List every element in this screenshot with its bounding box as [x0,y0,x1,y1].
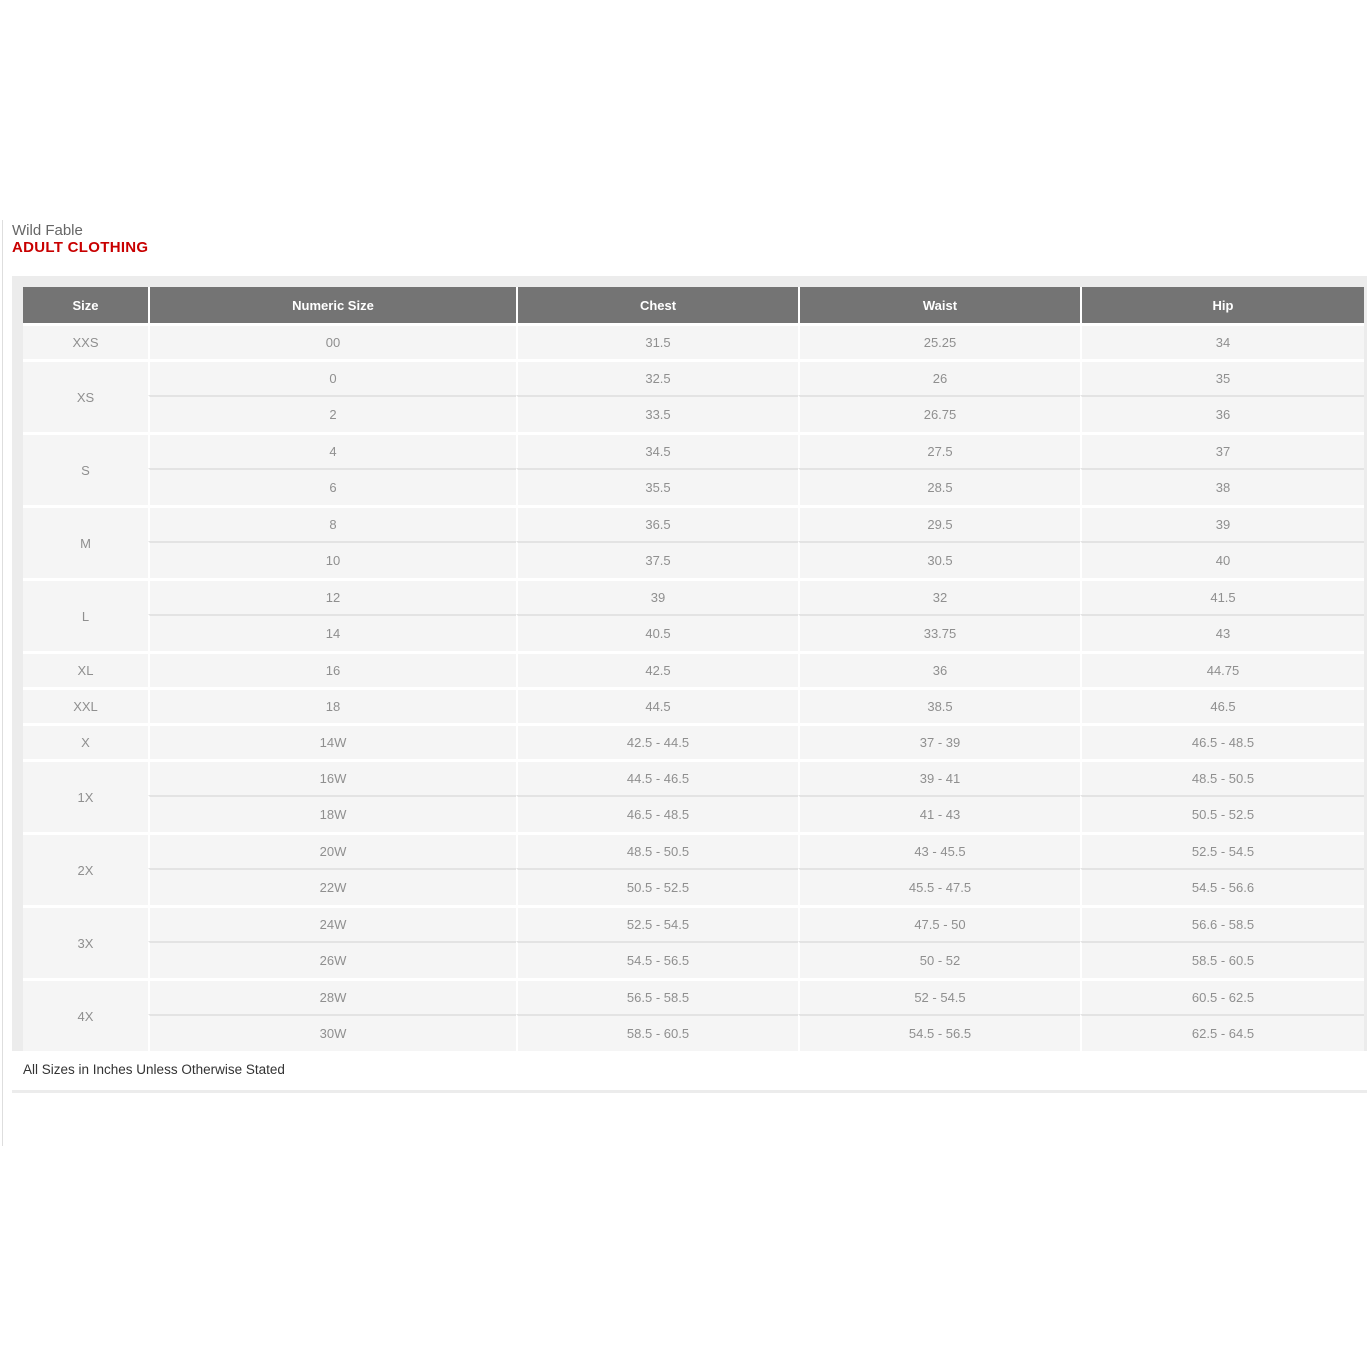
hip-cell: 43 [1080,614,1364,651]
hip-cell: 41.5 [1080,578,1364,614]
table-row-10 [23,541,1364,578]
hip-cell: 44.75 [1080,651,1364,687]
hip-cell: 62.5 - 64.5 [1080,1014,1364,1051]
waist-cell: 26 [798,359,1080,395]
chest-cell: 42.5 [516,651,798,687]
waist-cell: 28.5 [798,468,1080,505]
hip-cell: 52.5 - 54.5 [1080,832,1364,868]
numeric-size-cell: 28W [148,978,516,1014]
waist-cell: 33.75 [798,614,1080,651]
numeric-size-cell: 14 [148,614,516,651]
waist-cell: 32 [798,578,1080,614]
waist-cell: 37 - 39 [798,723,1080,759]
hip-cell: 46.5 [1080,687,1364,723]
size-label-xs: XS [23,359,148,432]
table-row-20w [23,832,1364,868]
chest-cell: 58.5 - 60.5 [516,1014,798,1051]
size-label-3x: 3X [23,905,148,978]
table-row-12 [23,578,1364,614]
chest-cell: 42.5 - 44.5 [516,723,798,759]
numeric-size-cell: 12 [148,578,516,614]
numeric-size-cell: 20W [148,832,516,868]
column-header-size: Size [23,287,148,323]
column-header-waist: Waist [798,287,1080,323]
size-label-m: M [23,505,148,578]
numeric-size-cell: 6 [148,468,516,505]
numeric-size-cell: 10 [148,541,516,578]
table-row-18w [23,795,1364,832]
waist-cell: 50 - 52 [798,941,1080,978]
hip-cell: 36 [1080,395,1364,432]
numeric-size-cell: 26W [148,941,516,978]
waist-cell: 36 [798,651,1080,687]
table-row-0 [23,359,1364,395]
table-row-22w [23,868,1364,905]
waist-cell: 30.5 [798,541,1080,578]
chest-cell: 44.5 - 46.5 [516,759,798,795]
numeric-size-cell: 0 [148,359,516,395]
table-pad-band [12,276,1367,1051]
size-label-xxl: XXL [23,687,148,723]
numeric-size-cell: 24W [148,905,516,941]
size-table-body [23,323,1364,1051]
chest-cell: 56.5 - 58.5 [516,978,798,1014]
numeric-size-cell: 18 [148,687,516,723]
numeric-size-cell: 4 [148,432,516,468]
chest-cell: 44.5 [516,687,798,723]
chest-cell: 33.5 [516,395,798,432]
header-row [23,287,1364,323]
numeric-size-cell: 00 [148,323,516,359]
hip-cell: 54.5 - 56.6 [1080,868,1364,905]
table-row-8 [23,505,1364,541]
size-label-l: L [23,578,148,651]
hip-cell: 58.5 - 60.5 [1080,941,1364,978]
category-title: ADULT CLOTHING [12,239,149,256]
table-row-28w [23,978,1364,1014]
hip-cell: 37 [1080,432,1364,468]
table-row-26w [23,941,1364,978]
chest-cell: 34.5 [516,432,798,468]
table-row-4 [23,432,1364,468]
size-label-4x: 4X [23,978,148,1051]
table-row-6 [23,468,1364,505]
numeric-size-cell: 30W [148,1014,516,1051]
table-row-16 [23,651,1364,687]
brand-name: Wild Fable [12,222,83,239]
waist-cell: 38.5 [798,687,1080,723]
table-row-2 [23,395,1364,432]
size-chart-table [23,287,1364,1051]
chest-cell: 37.5 [516,541,798,578]
units-footnote: All Sizes in Inches Unless Otherwise Stated [12,1051,1367,1090]
numeric-size-cell: 14W [148,723,516,759]
table-row-14w [23,723,1364,759]
column-header-hip: Hip [1080,287,1364,323]
waist-cell: 25.25 [798,323,1080,359]
hip-cell: 50.5 - 52.5 [1080,795,1364,832]
numeric-size-cell: 16 [148,651,516,687]
chest-cell: 40.5 [516,614,798,651]
table-row-00 [23,323,1364,359]
table-row-14 [23,614,1364,651]
size-label-x: X [23,723,148,759]
chest-cell: 50.5 - 52.5 [516,868,798,905]
chest-cell: 52.5 - 54.5 [516,905,798,941]
hip-cell: 46.5 - 48.5 [1080,723,1364,759]
chest-cell: 36.5 [516,505,798,541]
waist-cell: 54.5 - 56.5 [798,1014,1080,1051]
waist-cell: 45.5 - 47.5 [798,868,1080,905]
size-chart-frame [2,220,1366,1146]
size-label-s: S [23,432,148,505]
numeric-size-cell: 18W [148,795,516,832]
waist-cell: 47.5 - 50 [798,905,1080,941]
chest-cell: 31.5 [516,323,798,359]
hip-cell: 38 [1080,468,1364,505]
table-row-16w [23,759,1364,795]
hip-cell: 34 [1080,323,1364,359]
hip-cell: 40 [1080,541,1364,578]
size-label-2x: 2X [23,832,148,905]
waist-cell: 43 - 45.5 [798,832,1080,868]
chest-cell: 48.5 - 50.5 [516,832,798,868]
hip-cell: 39 [1080,505,1364,541]
waist-cell: 39 - 41 [798,759,1080,795]
numeric-size-cell: 16W [148,759,516,795]
chest-cell: 54.5 - 56.5 [516,941,798,978]
size-label-xl: XL [23,651,148,687]
waist-cell: 41 - 43 [798,795,1080,832]
numeric-size-cell: 22W [148,868,516,905]
hip-cell: 48.5 - 50.5 [1080,759,1364,795]
waist-cell: 26.75 [798,395,1080,432]
size-label-xxs: XXS [23,323,148,359]
numeric-size-cell: 8 [148,505,516,541]
waist-cell: 29.5 [798,505,1080,541]
chest-cell: 35.5 [516,468,798,505]
hip-cell: 60.5 - 62.5 [1080,978,1364,1014]
waist-cell: 52 - 54.5 [798,978,1080,1014]
size-label-1x: 1X [23,759,148,832]
table-row-18 [23,687,1364,723]
waist-cell: 27.5 [798,432,1080,468]
chest-cell: 32.5 [516,359,798,395]
size-chart-container [12,276,1367,1093]
chest-cell: 39 [516,578,798,614]
numeric-size-cell: 2 [148,395,516,432]
table-row-24w [23,905,1364,941]
hip-cell: 56.6 - 58.5 [1080,905,1364,941]
column-header-chest: Chest [516,287,798,323]
table-row-30w [23,1014,1364,1051]
chest-cell: 46.5 - 48.5 [516,795,798,832]
hip-cell: 35 [1080,359,1364,395]
column-header-numeric-size: Numeric Size [148,287,516,323]
title-block [3,220,1366,256]
